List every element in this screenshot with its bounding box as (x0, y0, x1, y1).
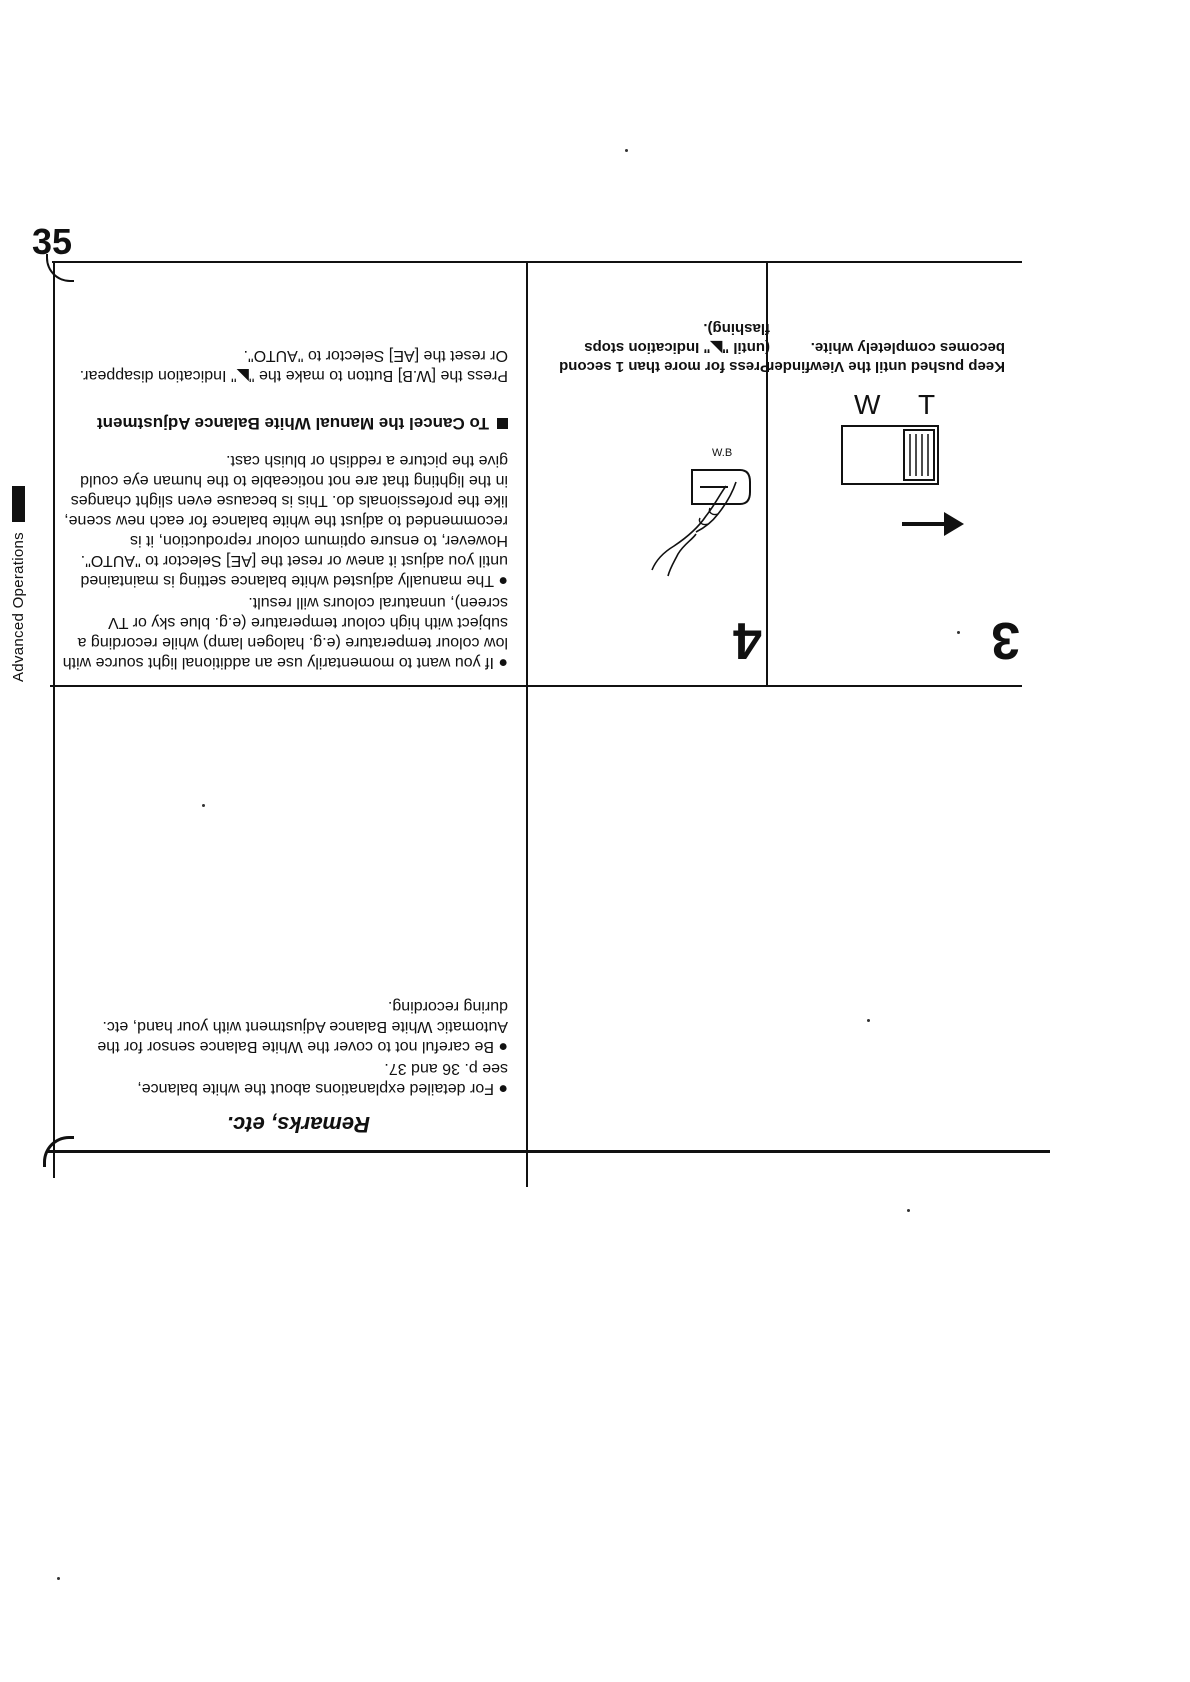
pressing-finger-icon (652, 482, 736, 576)
column-divider (526, 262, 528, 1187)
page-number: 35 (32, 221, 73, 262)
arrow-right-icon (902, 512, 964, 536)
frame-line-right (53, 261, 55, 1178)
section-tab-label: Advanced Operations (10, 532, 27, 682)
zoom-switch-illustration (806, 382, 1006, 602)
note-item: ●If you want to momentarily use an additional light source with low colour temperature (e.g. halogen lamp) while recording a subject with high colour temperature (e.g. blue sky or TV screen), unnatural colours will result. (62, 594, 508, 671)
bullet-icon: ● (498, 1080, 508, 1097)
frame-line-bottom (46, 1150, 1050, 1153)
cancel-body: Press the [W.B] Button to make the "◣" Indication disappear. Or reset the [AE] Selector to "AUTO". (79, 347, 508, 384)
square-bullet-icon (497, 418, 508, 429)
frame-line-top (52, 261, 1022, 263)
switch-label-t: T (918, 389, 936, 420)
switch-label-w: W (854, 389, 881, 420)
scan-speck (907, 1209, 910, 1212)
frame-corner-bottom (43, 1136, 74, 1167)
section-divider-right (50, 685, 562, 687)
switch-housing (842, 426, 938, 484)
section-divider-left (562, 685, 1022, 687)
step-instruction: Keep pushed until the Viewfinder becomes completely white. (768, 339, 1005, 375)
scan-speck (625, 149, 628, 152)
step-number: 4 (733, 611, 762, 669)
bullet-icon: ● (498, 572, 508, 589)
section-tab (10, 486, 27, 682)
remark-item: ●For detailed explanations about the white balance, see p. 36 and 37. (137, 1060, 508, 1097)
scan-speck (202, 804, 205, 807)
scan-speck (57, 1577, 60, 1580)
scan-speck (957, 631, 960, 634)
section-tab-marker (12, 486, 25, 522)
bullet-icon: ● (498, 654, 508, 671)
wb-button-label: W.B (712, 447, 733, 459)
step-instruction: Press for more than 1 second (until "◣" Indication stops flashing). (559, 320, 770, 375)
note-item: ●The manually adjusted white balance setting is maintained until you adjust it anew or reset the [AE] Selector to "AUTO". However, to ensure optimum colour reproduction, it is recommended to adjust the white balance for each new scene, like the professionals do. This is because even slight changes in the lighting that are not noticeable to the human eye could give the picture a reddish or bluish cast. (64, 452, 508, 589)
step-number: 3 (991, 611, 1020, 669)
bullet-icon: ● (498, 1038, 508, 1055)
switch-knob (904, 430, 934, 480)
scan-speck (867, 1019, 870, 1022)
cancel-heading: To Cancel the Manual White Balance Adjustment (58, 413, 508, 434)
remark-item: ●Be careful not to cover the White Balance sensor for the Automatic White Balance Adjustment with your hand, etc. during recording. (97, 998, 508, 1055)
wb-button-illustration (600, 442, 790, 592)
remarks-heading: Remarks, etc. (226, 1112, 370, 1137)
